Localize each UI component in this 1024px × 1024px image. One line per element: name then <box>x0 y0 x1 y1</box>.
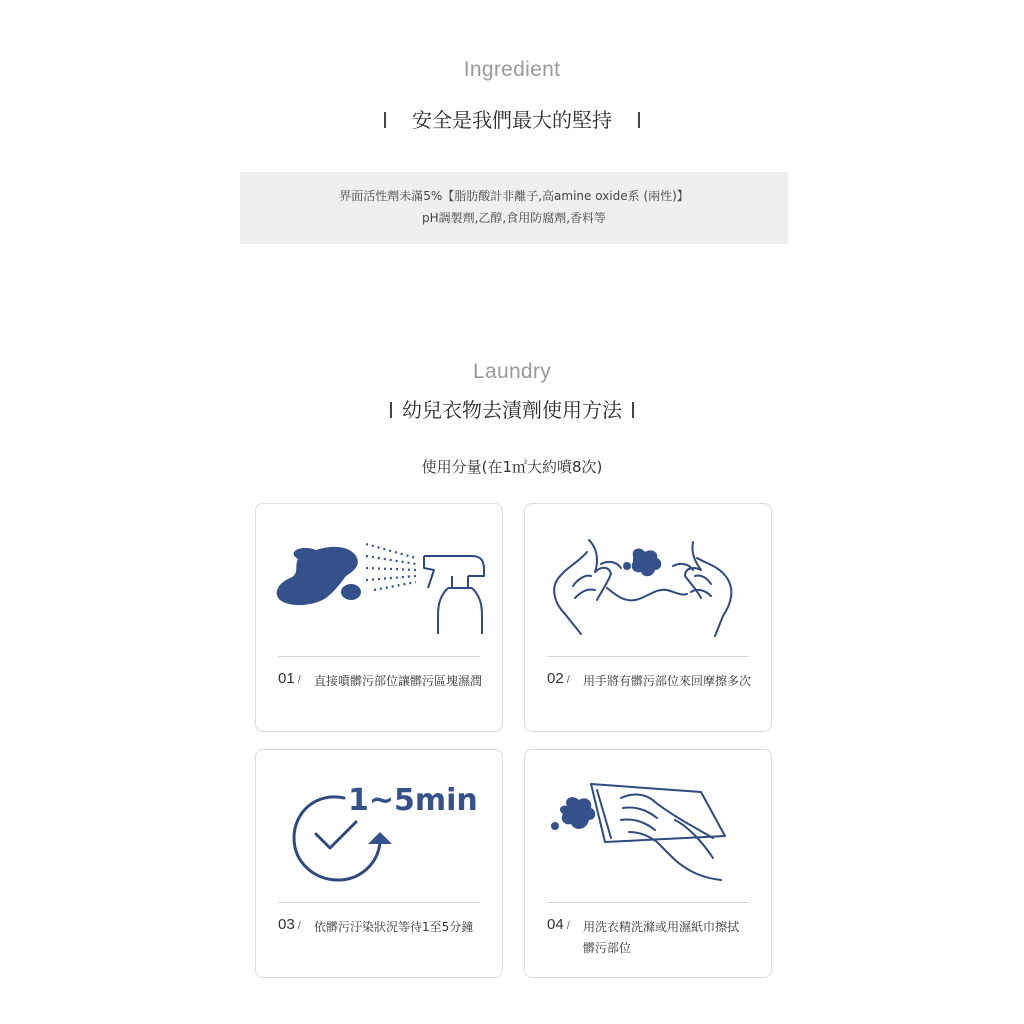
step-card-3 <box>255 749 503 978</box>
step-description: 依髒污汙染狀況等待1至5分鐘 <box>314 920 474 934</box>
step-card-1 <box>255 503 503 732</box>
ingredient-title-text: 安全是我們最大的堅持 <box>412 108 612 132</box>
spray-bottle-icon <box>256 504 504 654</box>
timer-label: 1~5min <box>348 783 478 818</box>
title-bar-right <box>638 112 640 128</box>
ingredient-title <box>0 104 1024 133</box>
card-divider <box>547 902 749 903</box>
card-divider <box>547 656 749 657</box>
laundry-heading: Laundry <box>473 360 551 383</box>
usage-amount: 使用分量(在1㎡大約噴8次) <box>421 458 603 476</box>
card-divider <box>278 656 480 657</box>
ingredient-box <box>240 172 788 244</box>
card-divider <box>278 902 480 903</box>
ingredient-heading: Ingredient <box>463 58 561 81</box>
hands-rubbing-icon <box>525 504 773 654</box>
step-description: 直接噴髒污部位讓髒污區塊濕潤 <box>314 674 483 688</box>
step-number: 01 / <box>278 670 301 687</box>
title-bar-right <box>632 402 634 418</box>
step-number: 02 / <box>547 670 570 687</box>
step-number: 04 / <box>547 916 570 933</box>
step-description: 用洗衣精洗滌或用濕紙巾擦拭 髒污部位 <box>583 920 740 955</box>
laundry-title-text: 幼兒衣物去漬劑使用方法 <box>402 398 622 422</box>
timer-check-icon <box>256 750 504 900</box>
ingredient-line-2: pH調製劑,乙醇,食用防腐劑,香料等 <box>421 211 607 225</box>
step-description: 用手將有髒污部位來回摩擦多次 <box>583 674 752 688</box>
ingredient-line-1: 界面活性劑未滿5%【脂肪酸計非離子,高amine oxide系 (兩性)】 <box>339 189 689 203</box>
title-bar-left <box>390 402 392 418</box>
step-number: 03 / <box>278 916 301 933</box>
step-card-2 <box>524 503 772 732</box>
step-card-4 <box>524 749 772 978</box>
hand-wiping-icon <box>525 750 773 900</box>
title-bar-left <box>384 112 386 128</box>
laundry-title <box>0 394 1024 423</box>
